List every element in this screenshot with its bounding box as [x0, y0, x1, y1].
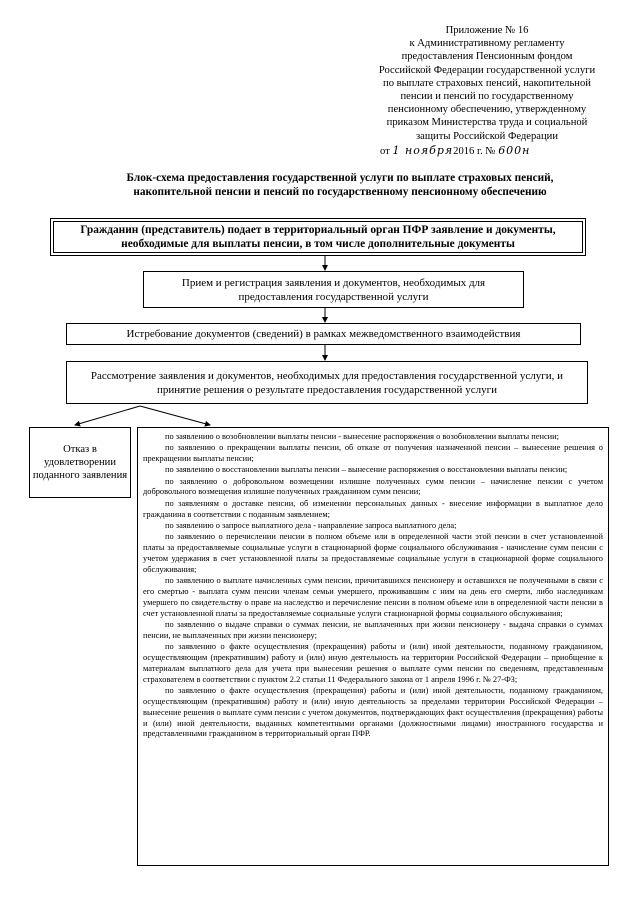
- appendix-line: Российской Федерации государственной услуги: [378, 64, 596, 76]
- date-year: 2016 г. №: [453, 145, 496, 157]
- step-1-inner-frame: [53, 221, 583, 253]
- decision-item: по заявлениям о доставке пенсии, об изменении персональных данных - внесение информации в выплатное дело гражданина в соответствии с поданным заявлением;: [143, 498, 603, 519]
- date-prefix: от: [380, 145, 390, 157]
- decision-item: по заявлению о выдаче справки о суммах пенсии, не выплаченных при жизни пенсионеру - выдача справки о суммах пенсии, не выплаченных при жизни пенсионеру;: [143, 619, 603, 640]
- step-1-text: Гражданин (представитель) подает в территориальный орган ПФР заявление и документы, необходимые для выплаты пенсии, в том числе дополнительные документы: [80, 224, 556, 250]
- decision-item: по заявлению о добровольном возмещении излишне полученных сумм пенсии – начисление пенсии с учетом добровольного возмещения излишне полученных гражданином сумм пенсии;: [143, 476, 603, 497]
- decision-item: по заявлению о возобновлении выплаты пенсии - вынесение распоряжения о возобновлении выплаты пенсии;: [165, 432, 559, 441]
- handwritten-date: 1 ноября: [392, 143, 454, 157]
- title-line-2: накопительной пенсии и пенсий по государственному пенсионному обеспечению: [133, 186, 547, 198]
- decision-item: по заявлению о восстановлении выплаты пенсии – вынесение распоряжения о восстановлении выплаты пенсии;: [165, 465, 568, 475]
- step-4-box: [66, 361, 588, 404]
- step-2-text: Прием и регистрация заявления и документов, необходимых для предоставления государственной услуги: [181, 276, 486, 303]
- step-4-text: Рассмотрение заявления и документов, необходимых для предоставления государственной услуги, и принятие решения о результате предоставления государственной услуги: [90, 369, 564, 396]
- handwritten-number: 600н: [498, 143, 531, 157]
- step-3-text: Истребование документов (сведений) в рамках межведомственного взаимодействия: [126, 328, 521, 340]
- appendix-line: приказом Министерства труда и социальной: [386, 117, 588, 129]
- decision-item: по заявлению о выплате начисленных сумм пенсии, причитавшихся пенсионеру и оставшихся не полученными в связи с его смертью - выплата сумм пенсии членам семьи умершего, проживавшим с ним на день его смерти, либо наследникам умершего по свидетельству о праве на наследство и перечисление пенсии в полном объеме или в определенной части пенсии в счет установленной платы за предоставляемые социальные услуги стационарной формы социального обслуживания;: [143, 575, 603, 618]
- title-line-1: Блок-схема предоставления государственной услуги по выплате страховых пенсий,: [126, 172, 554, 184]
- decision-item: по заявлению о прекращении выплаты пенсии, об отказе от получения назначенной пенсии – вынесение решения о прекращении выплаты пенсии;: [143, 443, 603, 464]
- appendix-line: пенсионному обеспечению, утвержденному: [387, 104, 587, 116]
- appendix-line: к Административному регламенту: [409, 38, 565, 50]
- refusal-box: [29, 427, 131, 498]
- decision-item: по заявлению о перечислении пенсии в полном объеме или в определенной части этой пенсии в счет установленной платы за предоставляемые социальные услуги в стационарной форме социального обслуживания - начисление сумм пенсии с учетом удержания в счет установленной платы за предоставляемые социальные услуги в стационарной форме социального обслуживания;: [143, 531, 603, 574]
- arrow-4-refusal: [75, 406, 140, 425]
- refusal-text: Отказ в удовлетворении поданного заявления: [32, 444, 128, 481]
- decision-item: по заявлению о факте осуществления (прекращения) работы и (или) иной деятельности, поданному гражданином, осуществляющим (прекратившим) работу и (или) иную деятельность за пределами территории Российской Федерации – вынесение решения о выплате сумм пенсии с учетом документов, подтверждающих факт осуществления (прекращения) работы и (или) иной деятельности, выданных компетентными органами (должностными лицами) иностранного государства и представленными гражданином в территориальный орган ПФР.: [143, 685, 603, 739]
- appendix-line: предоставления Пенсионным фондом: [401, 51, 573, 63]
- decision-item: по заявлению о запросе выплатного дела - направление запроса выплатного дела;: [165, 520, 457, 530]
- step-3-box: [66, 323, 581, 345]
- arrow-4-decisions: [140, 406, 210, 425]
- appendix-line: Приложение № 16: [445, 25, 529, 36]
- decision-item: по заявлению о факте осуществления (прекращения) работы и (или) иной деятельности, поданному гражданином, осуществляющим (прекратившим) работу и (или) иную деятельность на территории Российской Федерации – приобщение к материалам выплатного дела для учета при вынесении решения о выплате сумм пенсии по сведениям, представленным страхователем в соответствии с пунктом 2.2 статьи 11 Федерального закона от 1 апреля 1996 г. № 27-ФЗ;: [143, 641, 603, 684]
- appendix-line: пенсии и пенсий по государственному: [400, 91, 574, 103]
- decisions-box: [137, 427, 609, 866]
- appendix-line: по выплате страховых пенсий, накопительной: [383, 77, 591, 89]
- step-2-box: [143, 271, 524, 308]
- appendix-line: защиты Российской Федерации: [416, 130, 558, 142]
